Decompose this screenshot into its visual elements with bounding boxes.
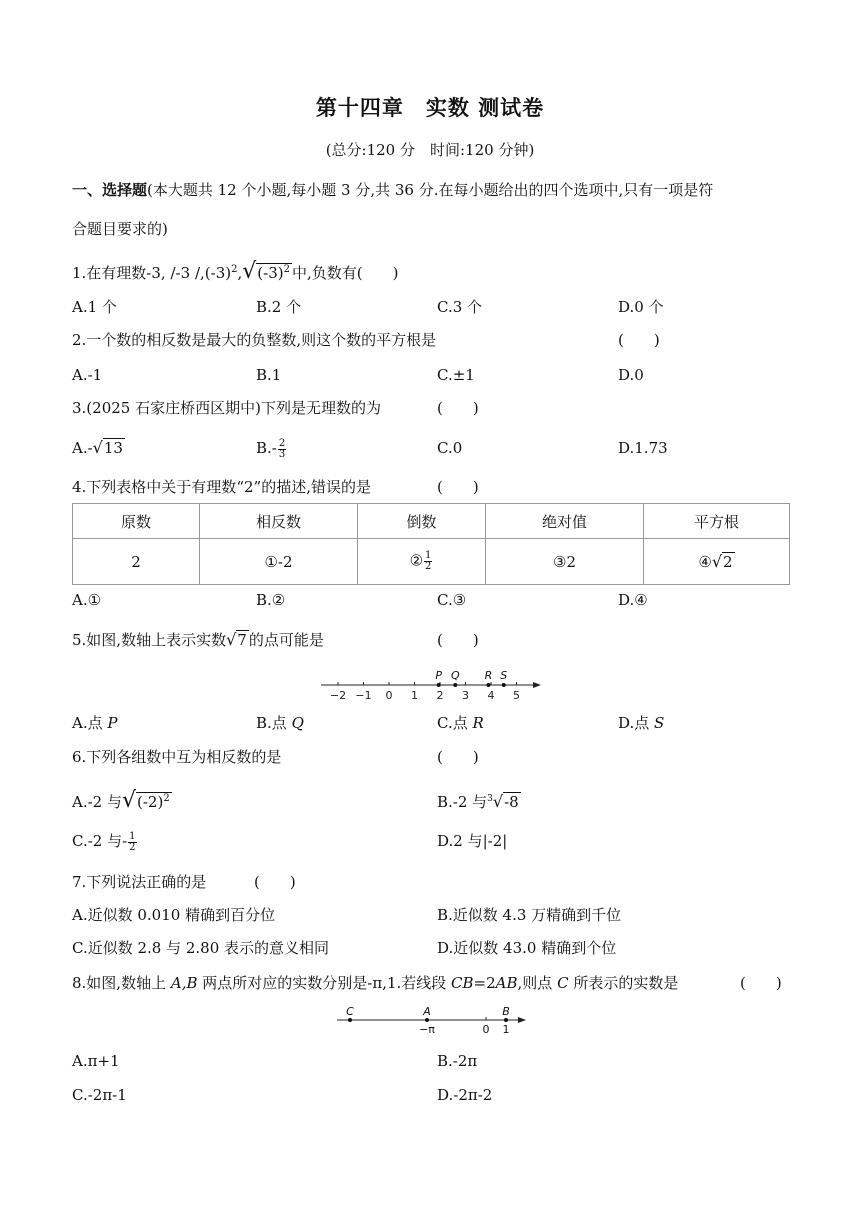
section-title: 一、选择题 — [72, 181, 148, 199]
q6-option-c — [72, 831, 138, 853]
section-heading — [72, 180, 713, 200]
q1-text-e: 中,负数有( ) — [292, 264, 399, 282]
q5-option-b-var: Q — [291, 714, 304, 732]
q8-option-c: C.-2π-1 — [72, 1086, 127, 1104]
q4-table — [72, 503, 790, 585]
q3-radical-sign: √ — [92, 438, 103, 457]
q1-abs-mark-2: / — [194, 264, 201, 282]
q1-option-a: A.1 个 — [72, 298, 117, 316]
q3-option-b-prefix: B.- — [256, 439, 277, 457]
q7-option-d: D.近似数 43.0 精确到个位 — [437, 939, 617, 957]
q5-point-dot — [502, 683, 506, 687]
q2-option-d: D.0 — [618, 366, 644, 384]
q5-option-a-prefix: A.点 — [72, 714, 108, 732]
q4-recip-num: 1 — [425, 550, 432, 561]
q5-radical-sign: √ — [226, 630, 237, 649]
q8-text-a: 8.如图,数轴上 — [72, 974, 171, 992]
q5-tick-label: −1 — [355, 689, 372, 702]
q5-option-a — [72, 713, 117, 733]
q5-option-b — [256, 713, 304, 733]
q8-var-ab: A,B — [170, 974, 198, 992]
q1-option-c: C.3 个 — [437, 298, 483, 316]
q8-point-label: B — [502, 1005, 510, 1018]
q4-table-header-row — [73, 504, 790, 539]
q4-recip-mark: ② — [409, 551, 424, 570]
q8-text-d: ,则点 — [517, 974, 558, 992]
q8-text-b: 两点所对应的实数分别是-π,1.若线段 — [197, 974, 452, 992]
q4-cell-absolute: ③2 — [486, 539, 644, 585]
q6-option-d: D.2 与|-2| — [437, 832, 508, 850]
q5-option-d-prefix: D.点 — [618, 714, 655, 732]
q4-cell-reciprocal — [358, 539, 486, 585]
q3-option-b-fraction — [278, 439, 286, 460]
q3-option-a — [72, 438, 125, 458]
q1-radicand — [256, 263, 292, 282]
q5-tick-label: 3 — [462, 689, 469, 702]
q8-text-e: 所表示的实数是 — [568, 974, 679, 992]
q5-tick-label: 1 — [411, 689, 418, 702]
q6-option-b-radical-sign: √ — [492, 792, 504, 811]
q3-option-c: C.0 — [437, 439, 463, 457]
q5-point-dot — [453, 683, 457, 687]
q4-header-original: 原数 — [73, 504, 200, 539]
q5-axis-arrow — [533, 682, 541, 688]
q6-option-c-fraction — [128, 832, 136, 853]
q8-point-label: A — [423, 1005, 431, 1018]
q5-number-line — [316, 660, 546, 702]
q8-var-c: C — [557, 974, 569, 992]
question-1 — [72, 260, 398, 283]
q1-text-c: ,(-3) — [200, 264, 232, 282]
q3-option-d: D.1.73 — [618, 439, 668, 457]
q1-radicand-text: (-3) — [257, 264, 284, 282]
question-2: 2.一个数的相反数是最大的负整数,则这个数的平方根是 — [72, 331, 437, 349]
q3-option-a-prefix: A.- — [72, 439, 93, 457]
q5-tick-label: 5 — [513, 689, 520, 702]
q1-option-d: D.0 个 — [618, 298, 664, 316]
q5-tick-label: 4 — [487, 689, 495, 702]
q8-var-cb: CB — [451, 974, 474, 992]
q4-option-a: A.① — [72, 591, 102, 609]
question-5 — [72, 630, 324, 650]
q5-option-a-var: P — [107, 714, 118, 732]
q5-point-label: P — [435, 669, 443, 682]
q4-option-b: B.② — [256, 591, 286, 609]
q1-abs-mark: / — [170, 264, 176, 282]
q2-answer-paren: ( ) — [618, 331, 660, 349]
q8-point-dot — [504, 1018, 508, 1022]
q7-option-c: C.近似数 2.8 与 2.80 表示的意义相同 — [72, 939, 330, 957]
q4-header-square-root: 平方根 — [644, 504, 790, 539]
q8-point-dot — [425, 1018, 429, 1022]
q4-recip-den: 2 — [425, 561, 432, 572]
q6-option-b-radicand: -8 — [504, 793, 519, 811]
q4-option-d: D.④ — [618, 591, 648, 609]
q3-option-b — [256, 438, 287, 460]
q1-text-a: 1.在有理数-3, — [72, 264, 166, 282]
q8-point-value: −π — [419, 1023, 435, 1036]
q5-text-b: 的点可能是 — [248, 631, 324, 649]
q6-option-a-radical-sign: √ — [121, 788, 137, 813]
q4-recip-fraction — [424, 551, 432, 572]
q4-sqrt-mark: ④ — [698, 553, 712, 571]
q2-option-c: C.±1 — [437, 366, 475, 384]
q6-option-c-prefix: C.-2 与- — [72, 832, 128, 850]
q3-option-b-num: 2 — [278, 437, 286, 449]
q4-answer-paren: ( ) — [437, 478, 479, 496]
q5-option-d-var: S — [654, 714, 665, 732]
q5-axis-points — [435, 669, 507, 687]
q6-option-a — [72, 789, 172, 812]
q2-option-b: B.1 — [256, 366, 282, 384]
q1-sup: 2 — [231, 264, 238, 275]
q6-option-a-radicand — [136, 792, 172, 811]
q5-text-a: 5.如图,数轴上表示实数 — [72, 631, 227, 649]
q6-answer-paren: ( ) — [437, 748, 479, 766]
q4-radical-sign: √ — [711, 552, 723, 571]
page-title: 第十四章 实数 测试卷 — [315, 95, 545, 120]
q3-answer-paren: ( ) — [437, 399, 479, 417]
q4-sqrt-radicand: 2 — [723, 553, 733, 571]
q5-tick-label: −2 — [329, 689, 347, 702]
q5-option-c — [437, 713, 484, 733]
question-6: 6.下列各组数中互为相反数的是 — [72, 748, 282, 766]
section-desc-line2: 合题目要求的) — [72, 220, 168, 238]
q7-option-b: B.近似数 4.3 万精确到千位 — [437, 906, 622, 924]
q6-option-b-prefix: B.-2 与 — [437, 793, 488, 811]
page-subtitle: (总分:120 分 时间:120 分钟) — [325, 141, 535, 159]
q5-option-c-var: R — [472, 714, 484, 732]
q4-header-opposite: 相反数 — [200, 504, 358, 539]
q8-point-value: 1 — [502, 1023, 510, 1036]
q4-header-reciprocal: 倒数 — [358, 504, 486, 539]
q1-text-d: , — [237, 264, 243, 282]
q5-point-dot — [437, 683, 441, 687]
q6-option-b-index: 3 — [487, 794, 493, 804]
q8-option-d: D.-2π-2 — [437, 1086, 493, 1104]
q5-tick-label: 0 — [385, 689, 393, 702]
q8-var-ab2: AB — [495, 974, 518, 992]
question-8 — [72, 973, 678, 993]
q5-tick-label: 2 — [436, 689, 444, 702]
q5-option-d — [618, 713, 664, 733]
section-desc-line1: (本大题共 12 个小题,每小题 3 分,共 36 分.在每小题给出的四个选项中,只有一项是符 — [147, 181, 714, 199]
q1-radical-sign: √ — [242, 259, 257, 284]
q1-abs-value: -3 — [175, 264, 191, 282]
question-4: 4.下列表格中关于有理数“2”的描述,错误的是 — [72, 478, 371, 496]
q8-option-b: B.-2π — [437, 1052, 478, 1070]
q1-option-b: B.2 个 — [256, 298, 302, 316]
q5-point-dot — [486, 683, 490, 687]
q4-cell-opposite: ①-2 — [200, 539, 358, 585]
q6-option-b — [437, 789, 521, 812]
q6-option-a-prefix: A.-2 与 — [72, 793, 122, 811]
q8-point-value: 0 — [482, 1023, 490, 1036]
q2-option-a: A.-1 — [72, 366, 103, 384]
q5-radicand: 7 — [237, 631, 247, 649]
q5-point-label: R — [484, 669, 493, 682]
q6-option-c-den: 2 — [129, 841, 136, 853]
q5-answer-paren: ( ) — [437, 631, 479, 649]
q5-option-b-prefix: B.点 — [256, 714, 292, 732]
q8-axis-arrow — [518, 1017, 526, 1023]
q6-option-a-radicand-text: (-2) — [137, 793, 164, 811]
q8-option-a: A.π+1 — [72, 1052, 120, 1070]
q6-option-a-sup: 2 — [163, 793, 170, 804]
q7-answer-paren: ( ) — [254, 873, 296, 891]
q6-option-c-num: 1 — [129, 830, 136, 842]
q8-number-line — [332, 1003, 532, 1039]
q4-option-c: C.③ — [437, 591, 467, 609]
q8-point-label: C — [346, 1005, 354, 1018]
q4-cell-square-root — [644, 539, 790, 585]
q8-answer-paren: ( ) — [740, 974, 782, 992]
q8-text-c: =2 — [473, 974, 496, 992]
q5-point-label: Q — [450, 669, 460, 682]
q5-point-label: S — [500, 669, 508, 682]
q8-point-dot — [348, 1018, 352, 1022]
q1-radicand-sup: 2 — [283, 264, 290, 275]
q5-option-c-prefix: C.点 — [437, 714, 473, 732]
q3-option-a-radicand: 13 — [103, 439, 123, 457]
q3-option-b-den: 3 — [278, 448, 286, 460]
q4-header-absolute: 绝对值 — [486, 504, 644, 539]
q4-table-body-row — [73, 539, 790, 585]
question-3: 3.(2025 石家庄桥西区期中)下列是无理数的为 — [72, 399, 381, 417]
q7-option-a: A.近似数 0.010 精确到百分位 — [72, 906, 276, 924]
question-7: 7.下列说法正确的是 — [72, 873, 207, 891]
q4-cell-original: 2 — [73, 539, 200, 585]
